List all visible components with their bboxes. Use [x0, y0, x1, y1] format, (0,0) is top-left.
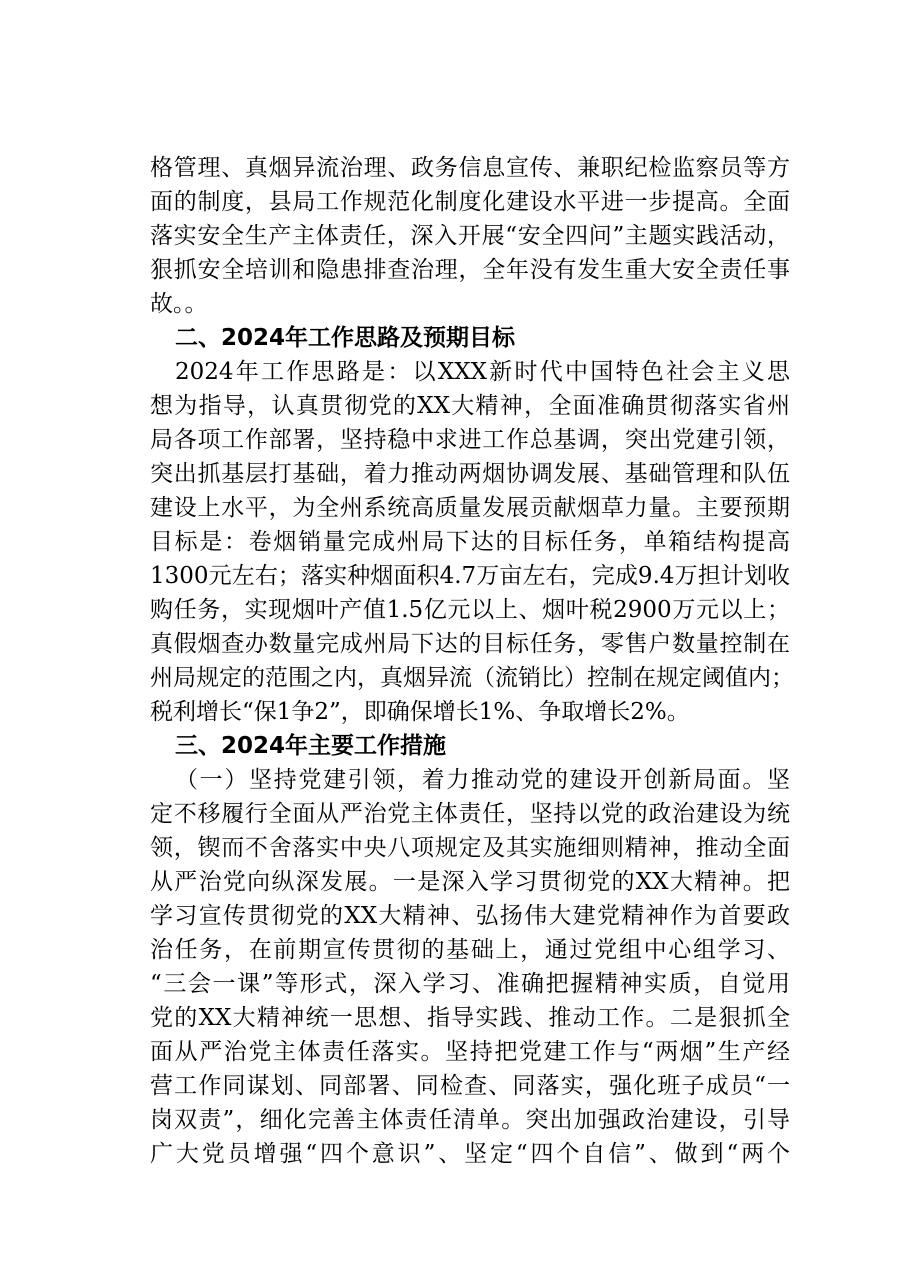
- paragraph-line: 购任务，实现烟叶产值1.5亿元以上、烟叶税2900万元以上；: [150, 597, 790, 623]
- section-heading: 三、2024年主要工作措施: [175, 733, 447, 759]
- paragraph-line: 突出抓基层打基础，着力推动两烟协调发展、基础管理和队伍: [150, 461, 790, 487]
- paragraph-line: 治任务，在前期宣传贯彻的基础上，通过党组中心组学习、: [150, 937, 790, 963]
- section-heading: 二、2024年工作思路及预期目标: [175, 325, 516, 351]
- paragraph-line: 领，锲而不舍落实中央八项规定及其实施细则精神，推动全面: [150, 835, 790, 861]
- paragraph-line: 目标是：卷烟销量完成州局下达的目标任务，单箱结构提高: [150, 529, 790, 555]
- paragraph-line: 州局规定的范围之内，真烟异流（流销比）控制在规定阈值内；: [150, 665, 794, 691]
- paragraph-line: 故。。: [150, 291, 208, 317]
- paragraph-line: 真假烟查办数量完成州局下达的目标任务，零售户数量控制在: [150, 631, 790, 657]
- paragraph-line: 岗双责”，细化完善主体责任清单。突出加强政治建设，引导: [150, 1107, 790, 1133]
- paragraph-line: 想为指导，认真贯彻党的XX大精神，全面准确贯彻落实省州: [150, 393, 790, 419]
- paragraph-line: 学习宣传贯彻党的XX大精神、弘扬伟大建党精神作为首要政: [150, 903, 790, 929]
- paragraph-line: 面的制度，县局工作规范化制度化建设水平进一步提高。全面: [150, 189, 790, 215]
- paragraph-line: 从严治党向纵深发展。一是深入学习贯彻党的XX大精神。把: [150, 869, 790, 895]
- paragraph-line: 党的XX大精神统一思想、指导实践、推动工作。二是狠抓全: [150, 1005, 790, 1031]
- paragraph-line: 税利增长“保1争2”，即确保增长1%、争取增长2%。: [150, 699, 690, 725]
- document-body: [150, 151, 794, 1171]
- paragraph-line: 局各项工作部署，坚持稳中求进工作总基调，突出党建引领，: [150, 427, 790, 453]
- paragraph-line: 1300元左右；落实种烟面积4.7万亩左右，完成9.4万担计划收: [150, 563, 790, 589]
- paragraph-line: 2024年工作思路是：以XXX新时代中国特色社会主义思: [175, 359, 790, 385]
- paragraph-line: “三会一课”等形式，深入学习、准确把握精神实质，自觉用: [150, 971, 790, 997]
- paragraph-line: （一）坚持党建引领，着力推动党的建设开创新局面。坚: [175, 767, 790, 793]
- paragraph-line: 营工作同谋划、同部署、同检查、同落实，强化班子成员“一: [150, 1073, 790, 1099]
- paragraph-line: 狠抓安全培训和隐患排查治理，全年没有发生重大安全责任事: [150, 257, 790, 283]
- paragraph-line: 落实安全生产主体责任，深入开展“安全四问”主题实践活动，: [150, 223, 790, 249]
- paragraph-line: 面从严治党主体责任落实。坚持把党建工作与“两烟”生产经: [150, 1039, 790, 1065]
- paragraph-line: 广大党员增强“四个意识”、坚定“四个自信”、做到“两个: [150, 1141, 790, 1167]
- paragraph-line: 建设上水平，为全州系统高质量发展贡献烟草力量。主要预期: [150, 495, 790, 521]
- paragraph-line: 格管理、真烟异流治理、政务信息宣传、兼职纪检监察员等方: [150, 155, 790, 181]
- paragraph-line: 定不移履行全面从严治党主体责任，坚持以党的政治建设为统: [150, 801, 790, 827]
